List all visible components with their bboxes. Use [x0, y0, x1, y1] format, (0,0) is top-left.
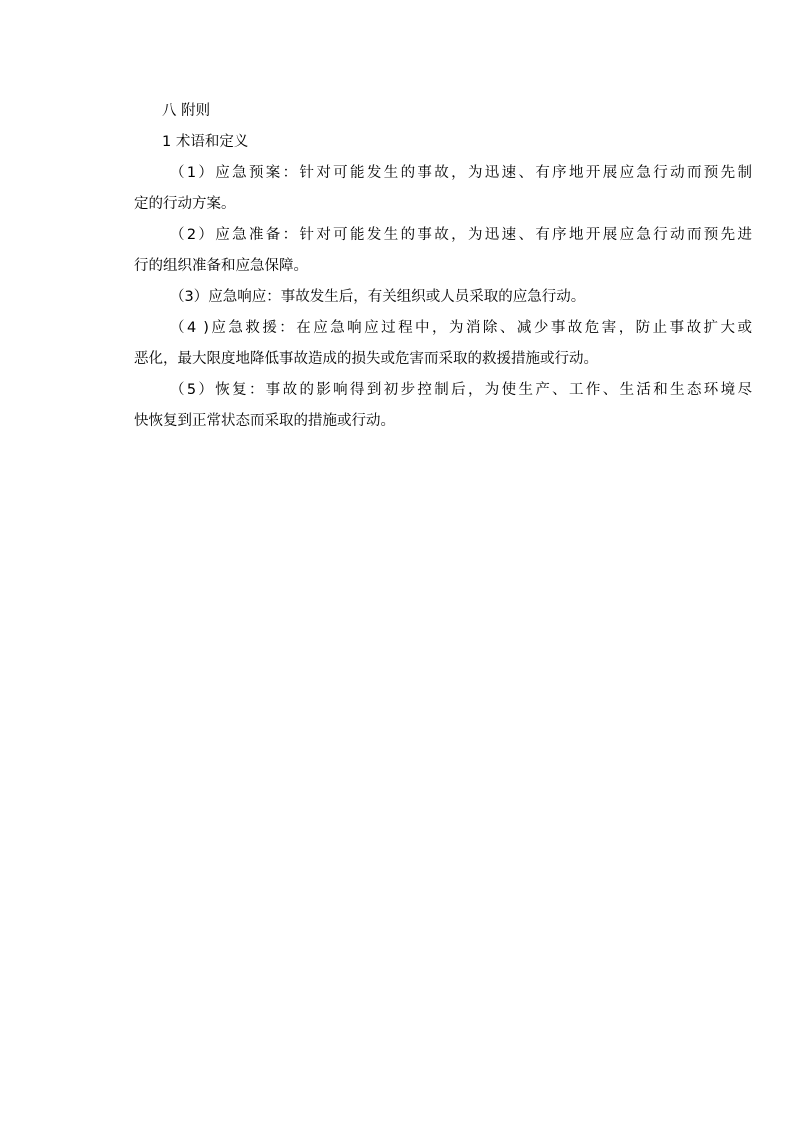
definition-paragraph-2: [134, 225, 752, 276]
definition-paragraph-4: [134, 318, 752, 369]
definition-5-line-2: 快恢复到正常状态而采取的措施或行动。: [134, 413, 395, 429]
definition-4-line-1: （4 )应急救援：在应急响应过程中，为消除、减少事故危害，防止事故扩大或: [170, 320, 752, 336]
document-body: [134, 101, 752, 442]
definition-paragraph-3: [134, 287, 724, 307]
definition-4-line-2: 恶化，最大限度地降低事故造成的损失或危害而采取的救援措施或行动。: [134, 351, 598, 367]
definition-2-line-1: （2）应急准备：针对可能发生的事故，为迅速、有序地开展应急行动而预先进: [170, 227, 752, 243]
definition-1-line-1: （1）应急预案：针对可能发生的事故，为迅速、有序地开展应急行动而预先制: [170, 165, 752, 181]
definition-2-line-2: 行的组织准备和应急保障。: [134, 258, 308, 274]
definition-paragraph-5: [134, 380, 752, 431]
section-title: 八 附则: [162, 103, 211, 119]
definition-1-line-2: 定的行动方案。: [134, 196, 236, 212]
definition-paragraph-1: [134, 163, 752, 214]
subsection-title: 1 术语和定义: [162, 134, 249, 150]
definition-5-line-1: （5）恢复：事故的影响得到初步控制后，为使生产、工作、生活和生态环境尽: [170, 382, 752, 398]
definition-3-line-1: （3）应急响应：事故发生后，有关组织或人员采取的应急行动。: [170, 289, 586, 305]
